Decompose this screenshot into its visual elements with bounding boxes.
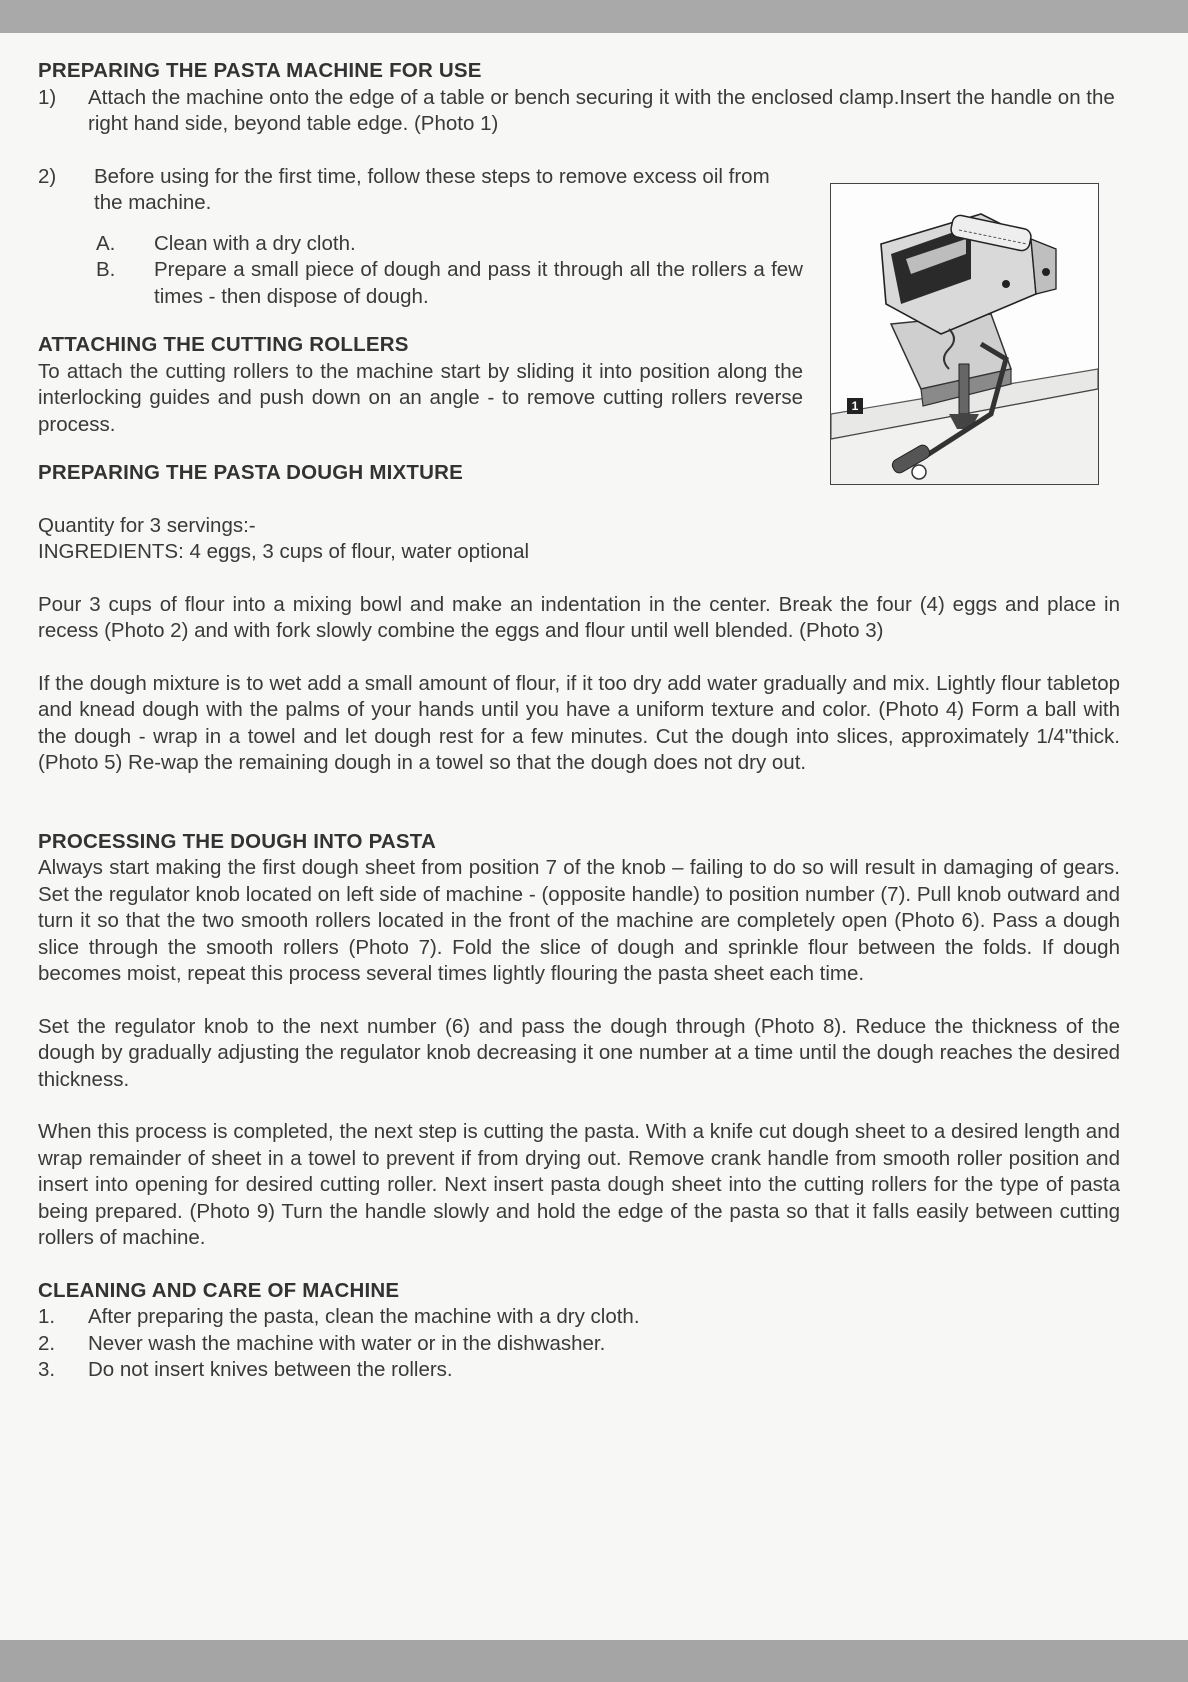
processing-paragraph-1: Always start making the first dough sheet from position 7 of the knob – failing to do so will result in damaging of gears. Set the regulator knob located on left side of machine - (opposite handle) to position number (7). Pull knob outward and turn it so that the two smooth rollers located in the front of the machine are completely open (Photo 6). Pass a dough slice through the smooth rollers (Photo 7). Fold the slice of dough and sprinkle flour between the folds. If dough becomes moist, repeat this process several times lightly flouring the pasta sheet each time. — [38, 856, 1120, 985]
instruction-item-1 — [38, 85, 1120, 138]
mixture-paragraph-2: If the dough mixture is to wet add a small amount of flour, if it too dry add water gradually and mix. Lightly flour tabletop and knead dough with the palms of your hands until you have a uniform texture and color. (Photo 4) Form a ball with the dough - wrap in a towel and let dough rest for a few minutes. Cut the dough into slices, approximately 1/4"thick. (Photo 5) Re-wap the remaining dough in a towel so that the dough does not dry out. — [38, 671, 1120, 774]
item-number: 2. — [38, 1331, 56, 1355]
item-text: Before using for the first time, follow these steps to remove excess oil from the machine. — [94, 164, 770, 214]
heading-preparing-machine: PREPARING THE PASTA MACHINE FOR USE — [38, 59, 482, 82]
item-text: After preparing the pasta, clean the machine with a dry cloth. — [88, 1305, 640, 1328]
care-item — [38, 1357, 1120, 1384]
processing-paragraph-2: Set the regulator knob to the next number (6) and pass the dough through (Photo 8). Reduce the thickness of the dough by gradually adjusting the regulator knob decreasing it one number at a time until the dough reaches the desired thickness. — [38, 1014, 1120, 1091]
cutting-rollers-text: To attach the cutting rollers to the machine start by sliding it into position along the interlocking guides and push down on an angle - to remove cutting rollers reverse process. — [38, 359, 803, 436]
sub-step-text: Clean with a dry cloth. — [154, 231, 356, 255]
bottom-border-band — [0, 1640, 1188, 1682]
item-number: 3. — [38, 1358, 56, 1381]
instruction-item-2 — [38, 164, 803, 217]
heading-dough-mixture: PREPARING THE PASTA DOUGH MIXTURE — [38, 461, 463, 484]
heading-cleaning-care: CLEANING AND CARE OF MACHINE — [38, 1278, 400, 1302]
processing-paragraph-3: When this process is completed, the next step is cutting the pasta. With a knife cut dough sheet to a desired length and wrap remainder of sheet in a towel to prevent if from drying out. Remove crank handle from smooth roller position and insert into opening for desired cutting roller. Next insert pasta dough sheet into the cutting rollers for the type of pasta being prepared. (Photo 9) Turn the handle slowly and hold the edge of the pasta so that it falls easily between cutting rollers of machine. — [38, 1120, 1120, 1249]
top-border-band — [0, 0, 1188, 33]
quantity-line: Quantity for 3 servings:- — [38, 513, 256, 537]
item-text: Attach the machine onto the edge of a table or bench securing it with the enclosed clamp.Insert the handle on the right hand side, beyond table edge. (Photo 1) — [88, 85, 1115, 135]
sub-step-a — [38, 231, 803, 258]
care-item — [38, 1331, 1120, 1358]
mixture-paragraph-1: Pour 3 cups of flour into a mixing bowl and make an indentation in the center. Break the four (4) eggs and place in recess (Photo 2) and with fork slowly combine the eggs and flour until well blended. (Photo 3) — [38, 592, 1120, 642]
heading-processing-dough: PROCESSING THE DOUGH INTO PASTA — [38, 829, 437, 853]
photo-number-badge: 1 — [847, 398, 863, 414]
sub-step-b — [38, 257, 803, 310]
sub-step-text: Prepare a small piece of dough and pass it through all the rollers a few times - then dispose of dough. — [154, 258, 803, 308]
item-text: Never wash the machine with water or in the dishwasher. — [88, 1331, 606, 1355]
pasta-machine-illustration — [831, 184, 1098, 484]
item-number: 2) — [38, 164, 57, 188]
sub-step-label: B. — [96, 258, 116, 281]
sub-step-label: A. — [96, 231, 116, 255]
heading-cutting-rollers: ATTACHING THE CUTTING ROLLERS — [38, 333, 409, 356]
item-number: 1. — [38, 1305, 56, 1328]
photo-1-pasta-machine — [830, 183, 1099, 485]
item-text: Do not insert knives between the rollers. — [88, 1358, 453, 1381]
care-item — [38, 1304, 1120, 1331]
ingredients-line: INGREDIENTS: 4 eggs, 3 cups of flour, water optional — [38, 540, 530, 563]
item-number: 1) — [38, 85, 57, 109]
